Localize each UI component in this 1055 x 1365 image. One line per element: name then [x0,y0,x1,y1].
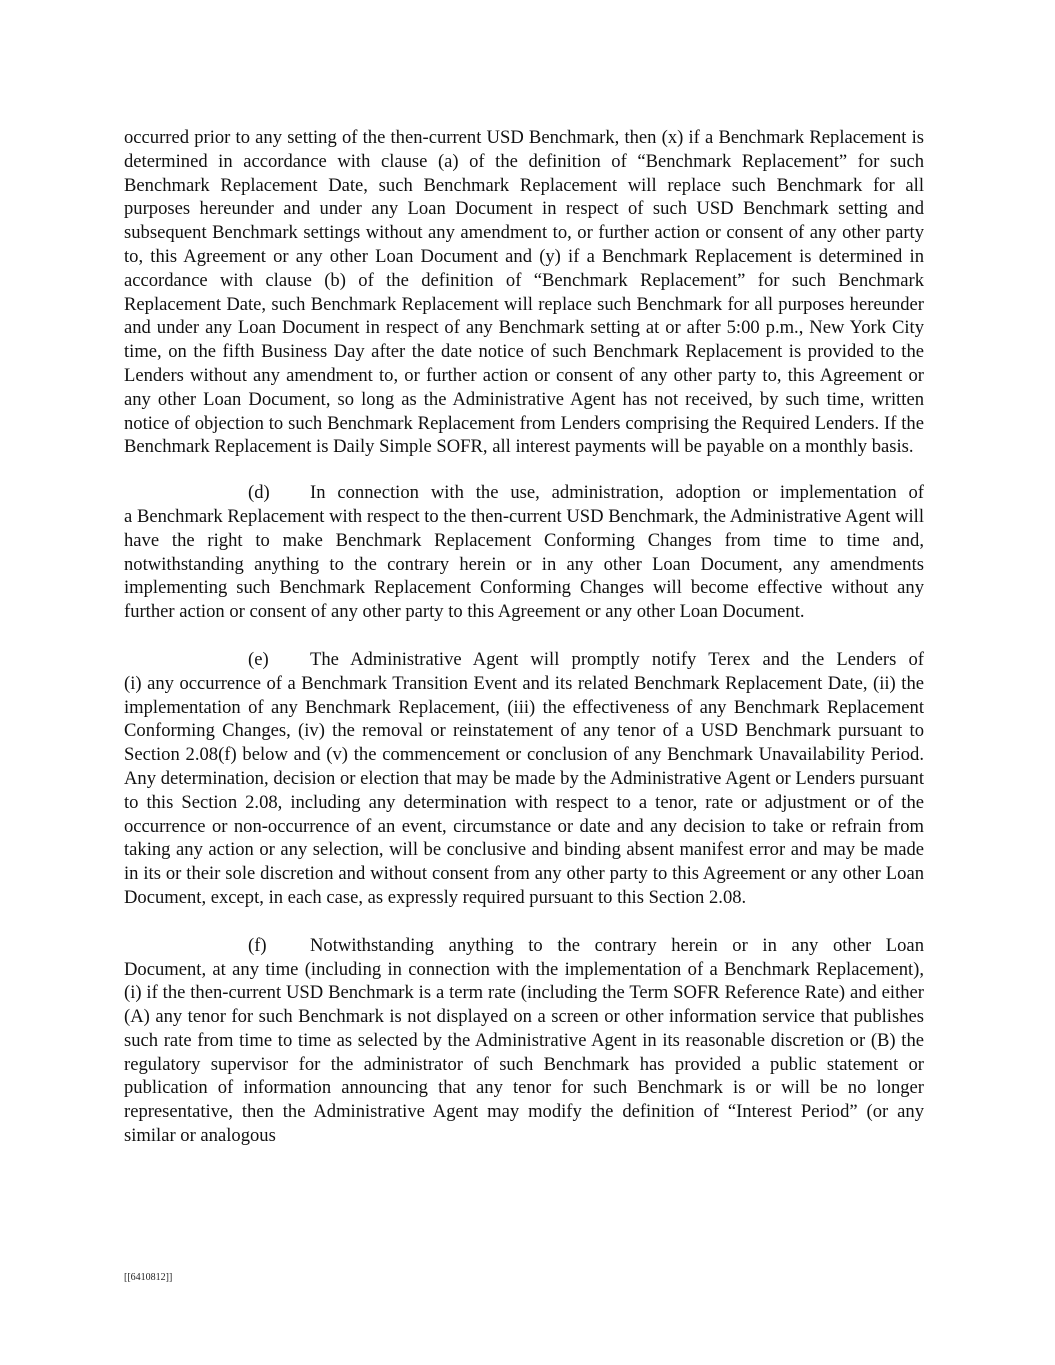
document-body [124,126,924,1172]
paragraph-d-first-line [124,481,924,505]
paragraph-d-lead: In connection with the use, administration, adoption or implementation of [310,482,924,504]
paragraph-label-d: (d) [248,482,270,504]
paragraph-continuation: occurred prior to any setting of the then-current USD Benchmark, then (x) if a Benchmark Replacement is determined in accordance with clause (a) of the definition of “Benchmark Replacement” for such Benchmark Replacement Date, such Benchmark Replacement will replace such Benchmark for all purposes hereunder and under any Loan Document in respect of such USD Benchmark setting and subsequent Benchmark settings without any amendment to, or further action or consent of any other party to, this Agreement or any other Loan Document and (y) if a Benchmark Replacement is determined in accordance with clause (b) of the definition of “Benchmark Replacement” for such Benchmark Replacement Date, such Benchmark Replacement will replace such Benchmark for all purposes hereunder and under any Loan Document in respect of any Benchmark setting at or after 5:00 p.m., New York City time, on the fifth Business Day after the date notice of such Benchmark Replacement is provided to the Lenders without any amendment to, or further action or consent of any other party to, this Agreement or any other Loan Document, so long as the Administrative Agent has not received, by such time, written notice of objection to such Benchmark Replacement from Lenders comprising the Required Lenders. If the Benchmark Replacement is Daily Simple SOFR, all interest payments will be payable on a monthly basis. [124,127,924,458]
paragraph-d [124,481,924,624]
paragraph-f-body: Document, at any time (including in connection with the implementation of a Benchmark Replacement), (i) if the then-current USD Benchmark is a term rate (including the Term SOFR Reference Rate) and either (A) any tenor for such Benchmark is not displayed on a screen or other information service that publishes such rate from time to time as selected by the Administrative Agent in its reasonable discretion or (B) the regulatory supervisor for the administrator of such Benchmark has provided a public statement or publication of information announcing that any tenor for such Benchmark is or will be no longer representative, then the Administrative Agent may modify the definition of “Interest Period” (or any similar or analogous [124,958,924,1147]
paragraph-d-body: a Benchmark Replacement with respect to the then-current USD Benchmark, the Administrative Agent will have the right to make Benchmark Replacement Conforming Changes from time to time and, notwithstanding anything to the contrary herein or in any other Loan Document, any amendments implementing such Benchmark Replacement Conforming Changes will become effective without any further action or consent of any other party to this Agreement or any other Loan Document. [124,505,924,623]
paragraph-e-first-line [124,648,924,672]
paragraph-e [124,648,924,910]
paragraph-label-e: (e) [248,648,269,670]
paragraph-f-lead: Notwithstanding anything to the contrary herein or in any other Loan [310,934,924,956]
paragraph-label-f: (f) [248,934,267,956]
document-id-footer: [[6410812]] [124,1272,173,1283]
paragraph-e-body: (i) any occurrence of a Benchmark Transition Event and its related Benchmark Replacement Date, (ii) the implementation of any Benchmark Replacement, (iii) the effectiveness of any Benchmark Replacement Conforming Changes, (iv) the removal or reinstatement of any tenor of a USD Benchmark pursuant to Section 2.08(f) below and (v) the commencement or conclusion of any Benchmark Unavailability Period. Any determination, decision or election that may be made by the Administrative Agent or Lenders pursuant to this Section 2.08, including any determination with respect to a tenor, rate or adjustment or of the occurrence or non-occurrence of an event, circumstance or date and any decision to take or refrain from taking any action or any selection, will be conclusive and binding absent manifest error and may be made in its or their sole discretion and without consent from any other party to this Agreement or any other Loan Document, except, in each case, as expressly required pursuant to this Section 2.08. [124,672,924,908]
paragraph-f-first-line [124,934,924,958]
paragraph-f [124,934,924,1148]
paragraph-e-lead: The Administrative Agent will promptly notify Terex and the Lenders of [310,648,924,670]
